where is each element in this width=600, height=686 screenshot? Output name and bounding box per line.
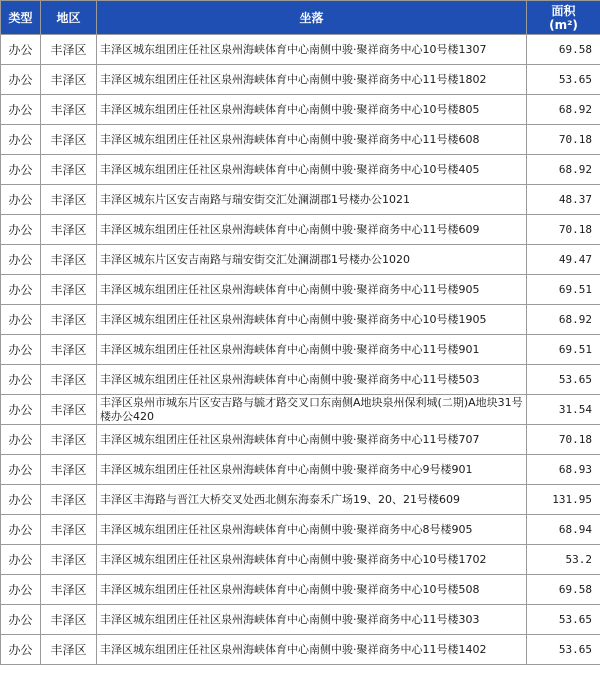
cell-type: 办公: [1, 215, 41, 245]
cell-location: 丰泽区城东片区安吉南路与瑞安街交汇处澜湖郡1号楼办公1021: [97, 185, 527, 215]
cell-type: 办公: [1, 635, 41, 665]
cell-area: 68.94: [527, 515, 600, 545]
cell-district: 丰泽区: [41, 275, 97, 305]
cell-location: 丰泽区城东片区安吉南路与瑞安街交汇处澜湖郡1号楼办公1020: [97, 245, 527, 275]
table-row: [1, 485, 600, 515]
cell-area: 68.92: [527, 155, 600, 185]
cell-type: 办公: [1, 455, 41, 485]
cell-location: 丰泽区城东组团庄任社区泉州海峡体育中心南侧中骏·聚祥商务中心11号楼1802: [97, 65, 527, 95]
table-row: [1, 305, 600, 335]
cell-area: 68.93: [527, 455, 600, 485]
cell-type: 办公: [1, 125, 41, 155]
cell-type: 办公: [1, 575, 41, 605]
table-row: [1, 365, 600, 395]
cell-district: 丰泽区: [41, 425, 97, 455]
cell-area: 69.58: [527, 35, 600, 65]
cell-area: 68.92: [527, 95, 600, 125]
cell-area: 53.2: [527, 545, 600, 575]
table-row: [1, 575, 600, 605]
table-row: [1, 395, 600, 425]
table-row: [1, 155, 600, 185]
cell-type: 办公: [1, 305, 41, 335]
cell-district: 丰泽区: [41, 155, 97, 185]
table-row: [1, 545, 600, 575]
cell-location: 丰泽区城东组团庄任社区泉州海峡体育中心南侧中骏·聚祥商务中心9号楼901: [97, 455, 527, 485]
table-row: [1, 215, 600, 245]
cell-district: 丰泽区: [41, 485, 97, 515]
cell-type: 办公: [1, 275, 41, 305]
cell-district: 丰泽区: [41, 545, 97, 575]
cell-district: 丰泽区: [41, 365, 97, 395]
cell-area: 53.65: [527, 605, 600, 635]
cell-area: 70.18: [527, 215, 600, 245]
cell-type: 办公: [1, 395, 41, 425]
header-district: 地区: [41, 1, 97, 35]
header-row: [1, 1, 600, 35]
cell-location: 丰泽区城东组团庄任社区泉州海峡体育中心南侧中骏·聚祥商务中心11号楼609: [97, 215, 527, 245]
cell-type: 办公: [1, 365, 41, 395]
table-row: [1, 605, 600, 635]
cell-type: 办公: [1, 155, 41, 185]
table-row: [1, 275, 600, 305]
cell-location: 丰泽区城东组团庄任社区泉州海峡体育中心南侧中骏·聚祥商务中心10号楼805: [97, 95, 527, 125]
cell-area: 69.58: [527, 575, 600, 605]
table-row: [1, 95, 600, 125]
cell-area: 48.37: [527, 185, 600, 215]
cell-location: 丰泽区城东组团庄任社区泉州海峡体育中心南侧中骏·聚祥商务中心11号楼905: [97, 275, 527, 305]
cell-district: 丰泽区: [41, 125, 97, 155]
cell-area: 53.65: [527, 65, 600, 95]
cell-district: 丰泽区: [41, 575, 97, 605]
cell-area: 70.18: [527, 125, 600, 155]
header-area-unit: (m²): [549, 17, 578, 32]
header-type: 类型: [1, 1, 41, 35]
cell-location: 丰泽区丰海路与晋江大桥交叉处西北侧东海泰禾广场19、20、21号楼609: [97, 485, 527, 515]
cell-type: 办公: [1, 35, 41, 65]
cell-type: 办公: [1, 515, 41, 545]
cell-location: 丰泽区城东组团庄任社区泉州海峡体育中心南侧中骏·聚祥商务中心10号楼405: [97, 155, 527, 185]
cell-type: 办公: [1, 545, 41, 575]
table-row: [1, 455, 600, 485]
cell-location: 丰泽区城东组团庄任社区泉州海峡体育中心南侧中骏·聚祥商务中心11号楼503: [97, 365, 527, 395]
cell-area: 131.95: [527, 485, 600, 515]
header-area: [527, 1, 600, 35]
table-row: [1, 425, 600, 455]
header-area-label: 面积: [551, 3, 576, 18]
table-row: [1, 335, 600, 365]
cell-location: 丰泽区城东组团庄任社区泉州海峡体育中心南侧中骏·聚祥商务中心11号楼303: [97, 605, 527, 635]
cell-district: 丰泽区: [41, 245, 97, 275]
cell-location: 丰泽区城东组团庄任社区泉州海峡体育中心南侧中骏·聚祥商务中心10号楼1905: [97, 305, 527, 335]
cell-district: 丰泽区: [41, 605, 97, 635]
cell-location: 丰泽区城东组团庄任社区泉州海峡体育中心南侧中骏·聚祥商务中心11号楼608: [97, 125, 527, 155]
cell-district: 丰泽区: [41, 515, 97, 545]
cell-type: 办公: [1, 425, 41, 455]
cell-location: 丰泽区城东组团庄任社区泉州海峡体育中心南侧中骏·聚祥商务中心11号楼1402: [97, 635, 527, 665]
cell-area: 53.65: [527, 365, 600, 395]
table-row: [1, 185, 600, 215]
cell-location: 丰泽区城东组团庄任社区泉州海峡体育中心南侧中骏·聚祥商务中心8号楼905: [97, 515, 527, 545]
cell-district: 丰泽区: [41, 65, 97, 95]
cell-area: 68.92: [527, 305, 600, 335]
cell-area: 70.18: [527, 425, 600, 455]
cell-type: 办公: [1, 65, 41, 95]
cell-type: 办公: [1, 605, 41, 635]
table-row: [1, 35, 600, 65]
cell-location: 丰泽区城东组团庄任社区泉州海峡体育中心南侧中骏·聚祥商务中心10号楼508: [97, 575, 527, 605]
cell-location: 丰泽区城东组团庄任社区泉州海峡体育中心南侧中骏·聚祥商务中心11号楼901: [97, 335, 527, 365]
cell-area: 69.51: [527, 275, 600, 305]
cell-type: 办公: [1, 335, 41, 365]
cell-area: 49.47: [527, 245, 600, 275]
cell-district: 丰泽区: [41, 635, 97, 665]
cell-location: 丰泽区城东组团庄任社区泉州海峡体育中心南侧中骏·聚祥商务中心10号楼1307: [97, 35, 527, 65]
cell-area: 69.51: [527, 335, 600, 365]
cell-location: 丰泽区城东组团庄任社区泉州海峡体育中心南侧中骏·聚祥商务中心10号楼1702: [97, 545, 527, 575]
cell-district: 丰泽区: [41, 305, 97, 335]
cell-location: 丰泽区城东组团庄任社区泉州海峡体育中心南侧中骏·聚祥商务中心11号楼707: [97, 425, 527, 455]
cell-type: 办公: [1, 185, 41, 215]
cell-district: 丰泽区: [41, 215, 97, 245]
cell-area: 31.54: [527, 395, 600, 425]
cell-district: 丰泽区: [41, 35, 97, 65]
cell-area: 53.65: [527, 635, 600, 665]
table-row: [1, 245, 600, 275]
header-location: 坐落: [97, 1, 527, 35]
table-row: [1, 635, 600, 665]
table-row: [1, 515, 600, 545]
cell-district: 丰泽区: [41, 95, 97, 125]
cell-location: 丰泽区泉州市城东片区安吉路与毓才路交叉口东南侧A地块泉州保利城(二期)A地块31号楼办公420: [97, 395, 527, 425]
cell-type: 办公: [1, 485, 41, 515]
cell-district: 丰泽区: [41, 395, 97, 425]
table-row: [1, 65, 600, 95]
cell-district: 丰泽区: [41, 185, 97, 215]
cell-district: 丰泽区: [41, 455, 97, 485]
cell-type: 办公: [1, 245, 41, 275]
cell-type: 办公: [1, 95, 41, 125]
table-row: [1, 125, 600, 155]
cell-district: 丰泽区: [41, 335, 97, 365]
